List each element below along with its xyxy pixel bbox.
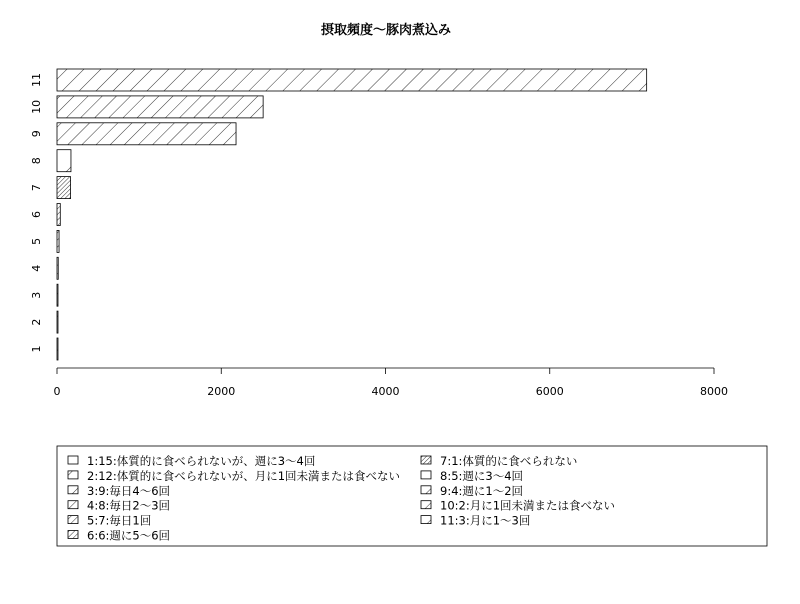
bar-5 [57,230,59,252]
legend-label: 8:5:週に3～4回 [440,468,524,483]
bar-6 [57,204,60,226]
category-label-6: 6 [30,211,43,218]
legend-swatch [68,456,78,464]
category-labels [30,73,43,353]
legend-swatch [68,501,78,509]
bar-8 [57,150,71,172]
legend-swatch [68,531,78,539]
bar-3 [57,284,58,306]
x-tick-label: 8000 [700,385,728,398]
category-label-1: 1 [30,345,43,353]
legend-swatch [421,456,431,464]
legend-swatch [68,471,78,479]
category-label-3: 3 [30,291,43,299]
legend-label: 6:6:週に5～6回 [87,528,171,543]
x-tick-label: 0 [53,385,61,398]
category-label-11: 11 [30,73,43,87]
legend-swatch [421,516,431,524]
legend-label: 10:2:月に1回未満または食べない [440,498,616,513]
legend-label: 11:3:月に1～3回 [440,513,531,528]
bar-11 [57,69,647,91]
legend-swatch [421,486,431,494]
category-label-7: 7 [30,184,43,192]
category-label-9: 9 [30,130,43,138]
category-label-4: 4 [30,264,43,272]
x-tick-label: 4000 [371,385,400,398]
category-label-2: 2 [30,318,43,326]
legend-label: 3:9:毎日4～6回 [87,483,171,498]
bar-2 [57,311,58,333]
x-tick-label: 6000 [535,385,564,398]
legend-label: 5:7:毎日1回 [87,513,152,528]
legend-label: 9:4:週に1～2回 [440,483,524,498]
x-axis [54,368,729,398]
x-tick-label: 2000 [207,385,236,398]
bar-10 [57,96,263,118]
legend-label: 1:15:体質的に食べられないが、週に3～4回 [87,454,316,468]
category-label-10: 10 [30,99,43,114]
chart-title: 摂取頻度～豚肉煮込み [320,23,452,38]
legend-label: 2:12:体質的に食べられないが、月に1回未満または食べない [87,468,401,483]
category-label-8: 8 [30,157,43,165]
bars-group [57,69,647,360]
legend-label: 4:8:毎日2～3回 [87,498,171,513]
legend-swatch [421,501,431,509]
bar-4 [57,257,58,279]
category-label-5: 5 [30,237,43,245]
bar-9 [57,123,236,145]
legend-swatch [68,516,78,524]
legend-swatch [68,486,78,494]
legend [57,446,767,546]
legend-swatch [421,471,431,479]
bar-1 [57,338,58,360]
bar-7 [57,177,71,199]
legend-label: 7:1:体質的に食べられない [440,454,578,468]
